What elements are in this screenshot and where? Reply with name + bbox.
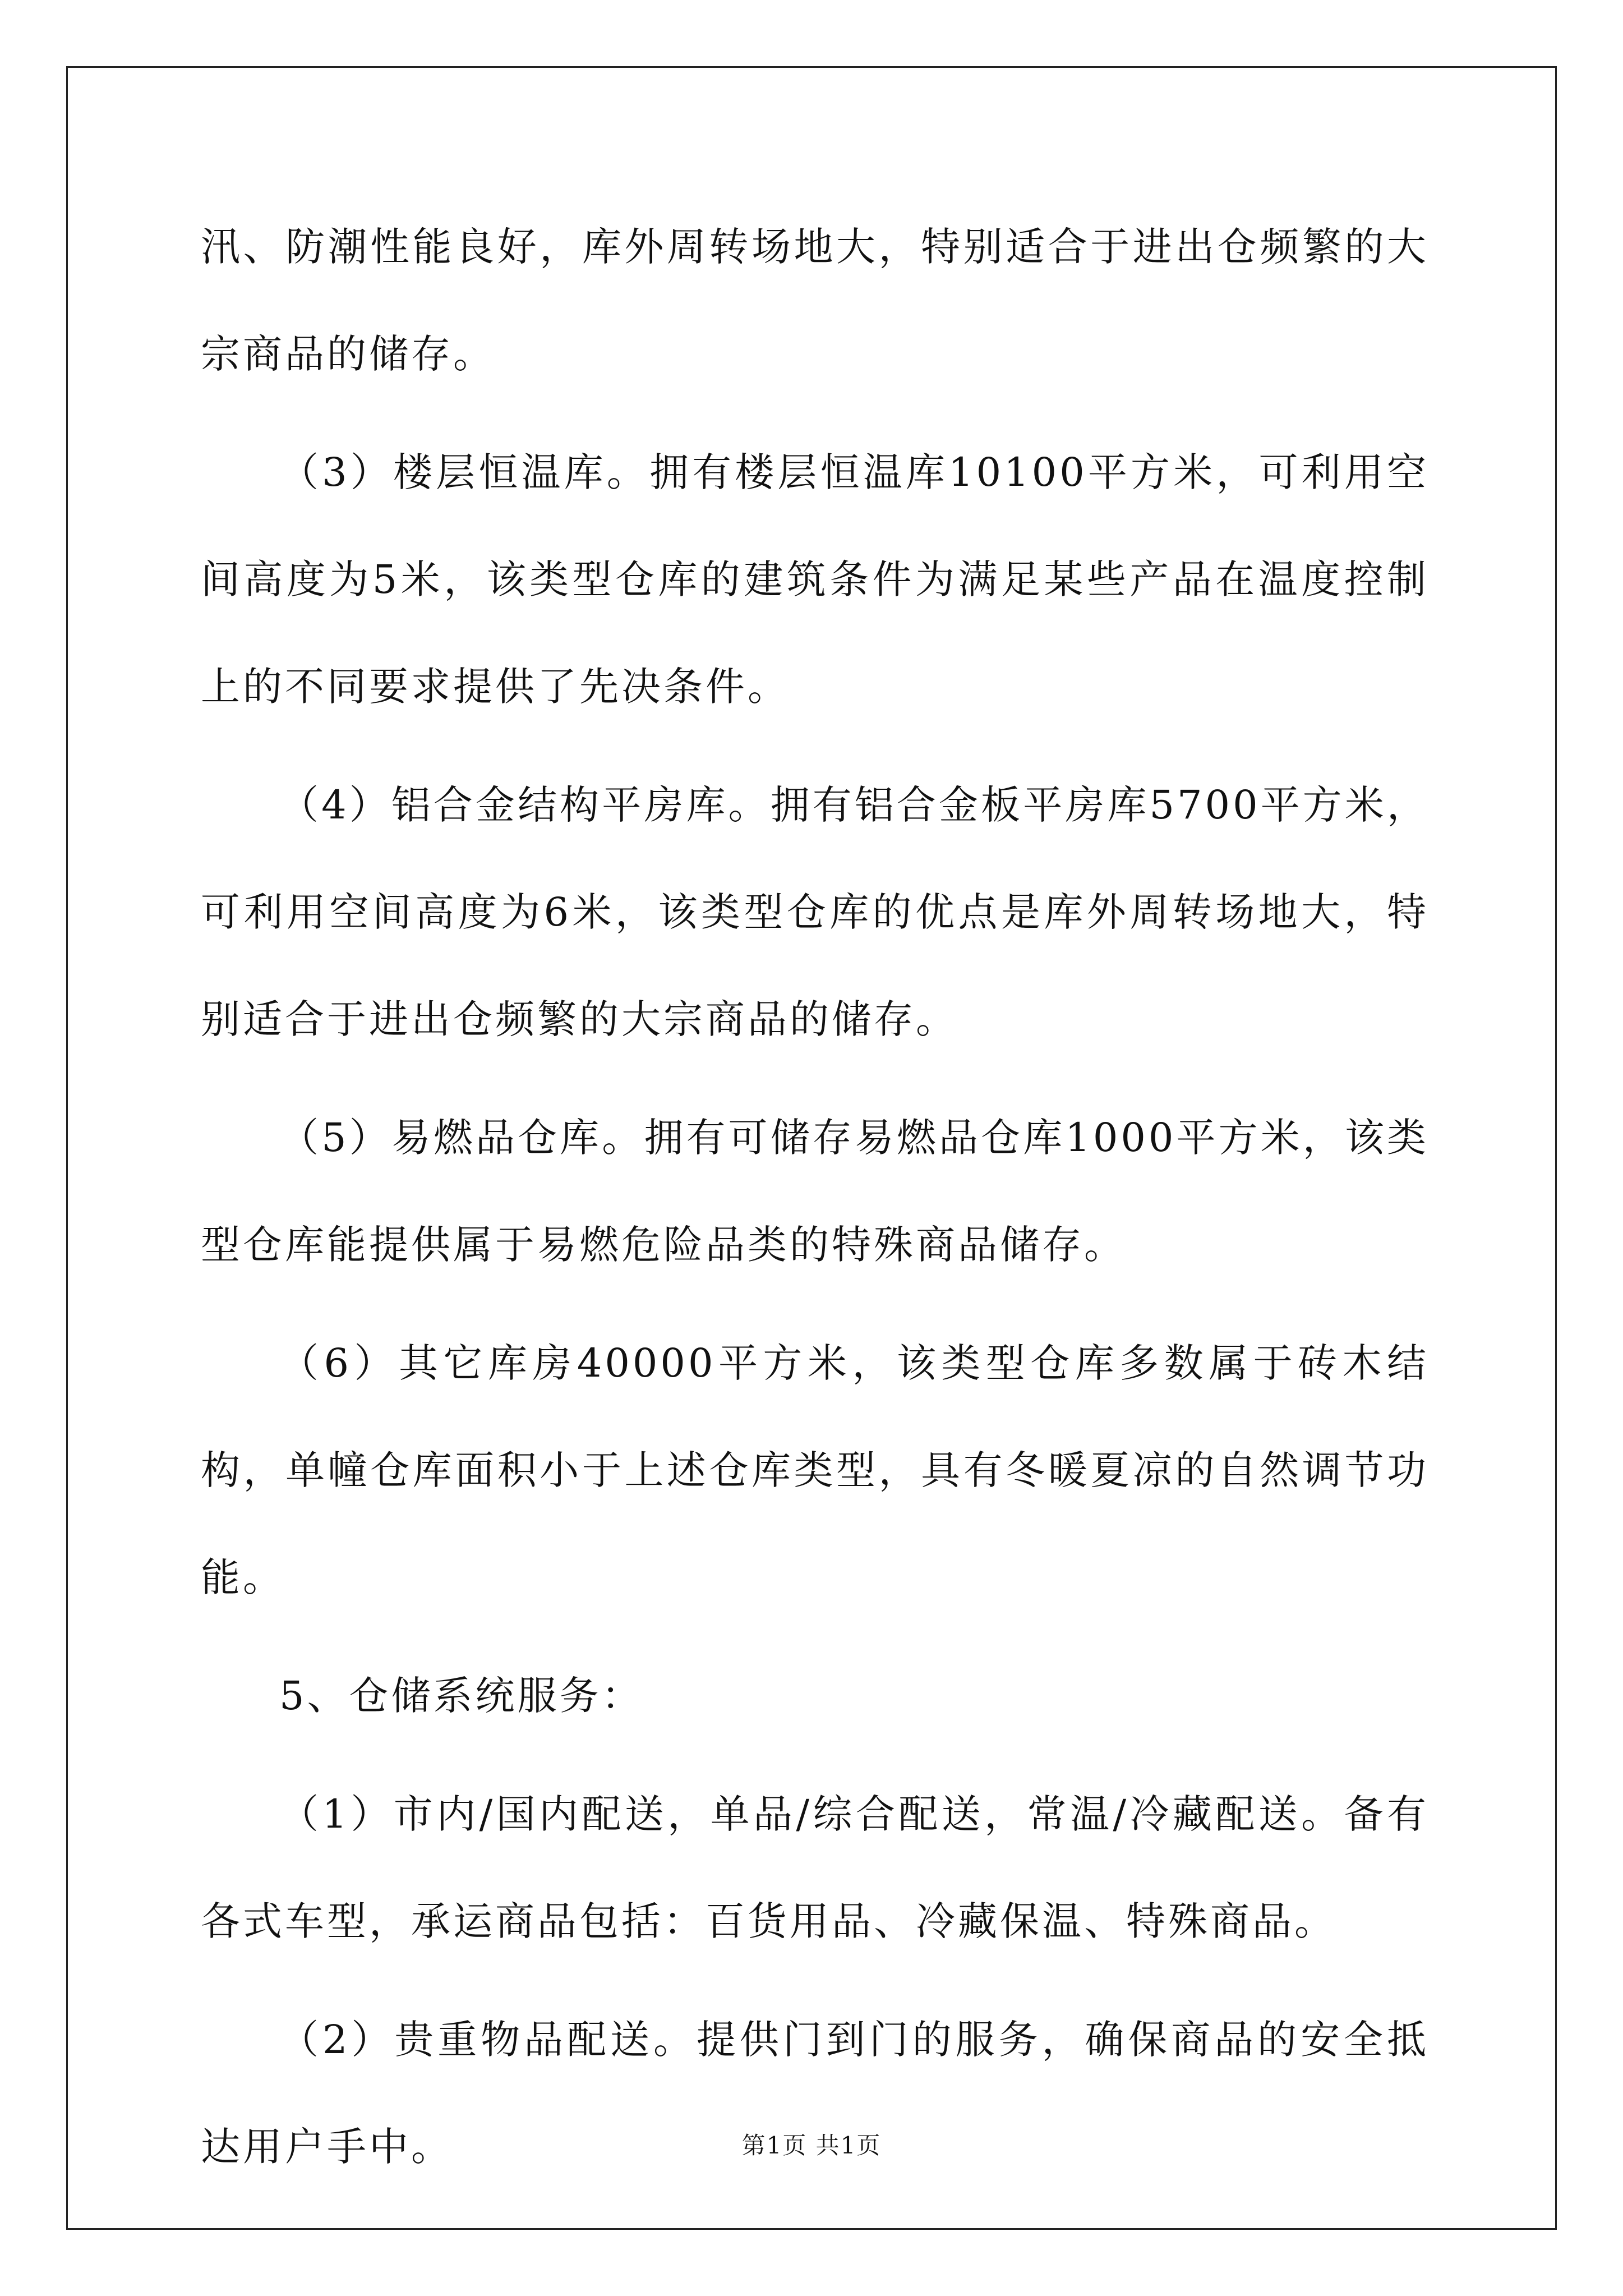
paragraph-4: （5）易燃品仓库。拥有可储存易燃品仓库1000平方米，该类型仓库能提供属于易燃危险品类的特殊商品储存。: [201, 1115, 1429, 1268]
section-heading-5: 5、仓储系统服务：: [279, 1673, 644, 1719]
paragraph-2: （3）楼层恒温库。拥有楼层恒温库10100平方米，可利用空间高度为5米，该类型仓库的建筑条件为满足某些产品在温度控制上的不同要求提供了先决条件。: [201, 449, 1429, 710]
paragraph-5: （6）其它库房40000平方米，该类型仓库多数属于砖木结构，单幢仓库面积小于上述仓库类型，具有冬暖夏凉的自然调节功能。: [201, 1340, 1429, 1600]
page-number-footer: 第1页 共1页: [741, 2132, 882, 2159]
paragraph-3: （4）铝合金结构平房库。拥有铝合金板平房库5700平方米，可利用空间高度为6米，该类型仓库的优点是库外周转场地大，特别适合于进出仓频繁的大宗商品的储存。: [201, 782, 1429, 1042]
paragraph-7: （2）贵重物品配送。提供门到门的服务，确保商品的安全抵达用户手中。: [201, 2017, 1429, 2170]
paragraph-1: 汛、防潮性能良好，库外周转场地大，特别适合于进出仓频繁的大宗商品的储存。: [201, 224, 1429, 377]
document-body: [201, 194, 1429, 2212]
paragraph-6: （1）市内/国内配送，单品/综合配送，常温/冷藏配送。备有各式车型，承运商品包括：百货用品、冷藏保温、特殊商品。: [201, 1791, 1429, 1944]
